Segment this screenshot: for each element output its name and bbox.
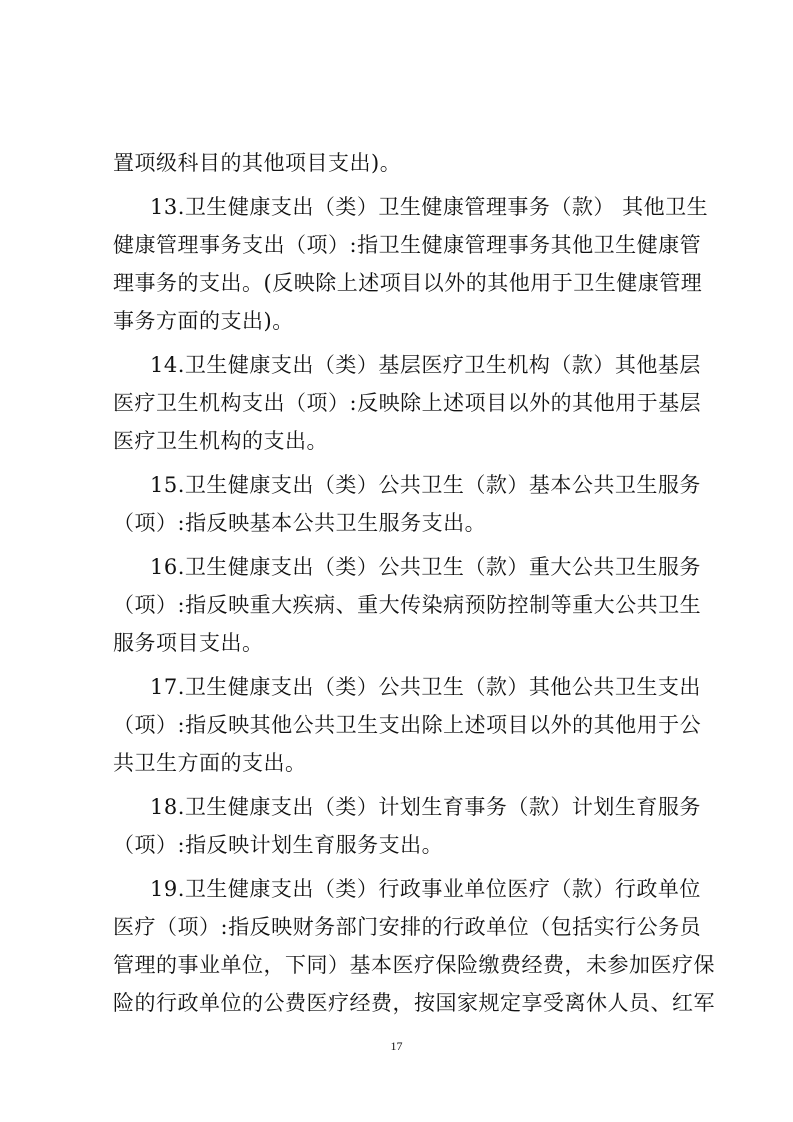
text-line: 理事务的支出。(反映除上述项目以外的其他用于卫生健康管理 xyxy=(113,271,703,295)
text-line: 管理的事业单位，下同）基本医疗保险缴费经费，未参加医疗保 xyxy=(113,953,715,977)
paragraph-14-line: 14.卫生健康支出（类）基层医疗卫生机构（款）其他基层 xyxy=(150,353,701,377)
page-number: 17 xyxy=(390,1039,403,1053)
paragraph-13-line: 13.卫生健康支出（类）卫生健康管理事务（款） 其他卫生 xyxy=(150,195,709,219)
text-line: 共卫生方面的支出。 xyxy=(113,751,307,775)
paragraph-16-line: 16.卫生健康支出（类）公共卫生（款）重大公共卫生服务 xyxy=(150,555,701,579)
text-line: 医疗卫生机构的支出。 xyxy=(113,429,328,453)
text-line: 医疗（项）:指反映财务部门安排的行政单位（包括实行公务员 xyxy=(113,915,702,939)
text-line: 健康管理事务支出（项）:指卫生健康管理事务其他卫生健康管 xyxy=(113,233,702,257)
text-line: （项）:指反映计划生育服务支出。 xyxy=(113,833,444,857)
text-line: 险的行政单位的公费医疗经费，按国家规定享受离休人员、红军 xyxy=(113,991,715,1015)
text-line: 事务方面的支出)。 xyxy=(113,309,294,333)
paragraph-17-line: 17.卫生健康支出（类）公共卫生（款）其他公共卫生支出 xyxy=(150,675,701,699)
paragraph-15-line: 15.卫生健康支出（类）公共卫生（款）基本公共卫生服务 xyxy=(150,473,701,497)
text-line: （项）:指反映重大疾病、重大传染病预防控制等重大公共卫生 xyxy=(113,593,702,617)
paragraph-18-line: 18.卫生健康支出（类）计划生育事务（款）计划生育服务 xyxy=(150,795,701,819)
text-line: 服务项目支出。 xyxy=(113,631,264,655)
paragraph-19-line: 19.卫生健康支出（类）行政事业单位医疗（款）行政单位 xyxy=(150,877,701,901)
text-line: 医疗卫生机构支出（项）:反映除上述项目以外的其他用于基层 xyxy=(113,391,702,415)
text-line: （项）:指反映其他公共卫生支出除上述项目以外的其他用于公 xyxy=(113,713,702,737)
text-line: （项）:指反映基本公共卫生服务支出。 xyxy=(113,511,487,535)
text-line: 置项级科目的其他项目支出)。 xyxy=(113,151,402,175)
